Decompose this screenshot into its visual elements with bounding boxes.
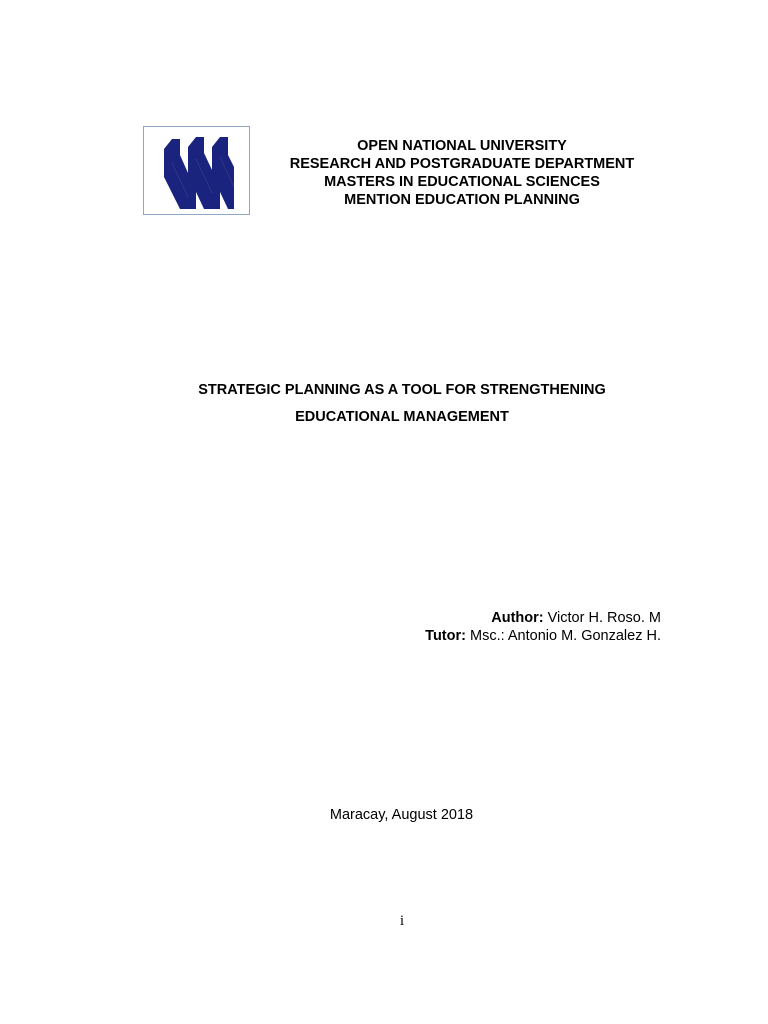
title-line-1: STRATEGIC PLANNING AS A TOOL FOR STRENGTHENING xyxy=(198,382,606,398)
header-line-department: RESEARCH AND POSTGRADUATE DEPARTMENT xyxy=(289,156,635,172)
author-value: Victor H. Roso. M xyxy=(547,610,661,626)
header-line-university: OPEN NATIONAL UNIVERSITY xyxy=(357,138,567,154)
place-date: Maracay, August 2018 xyxy=(329,807,474,823)
tutor-value: Msc.: Antonio M. Gonzalez H. xyxy=(470,628,661,644)
university-logo-icon xyxy=(162,135,234,209)
header-line-mention: MENTION EDUCATION PLANNING xyxy=(344,192,580,208)
institution-header xyxy=(270,137,654,209)
author-line xyxy=(380,609,661,627)
page-number: i xyxy=(399,913,405,929)
credits-block xyxy=(380,609,661,645)
document-title xyxy=(120,377,684,431)
tutor-label: Tutor: xyxy=(425,628,466,644)
university-logo xyxy=(143,126,250,215)
title-line-2: EDUCATIONAL MANAGEMENT xyxy=(295,409,509,425)
header-line-program: MASTERS IN EDUCATIONAL SCIENCES xyxy=(324,174,600,190)
tutor-line xyxy=(380,627,661,645)
author-label: Author: xyxy=(491,610,544,626)
